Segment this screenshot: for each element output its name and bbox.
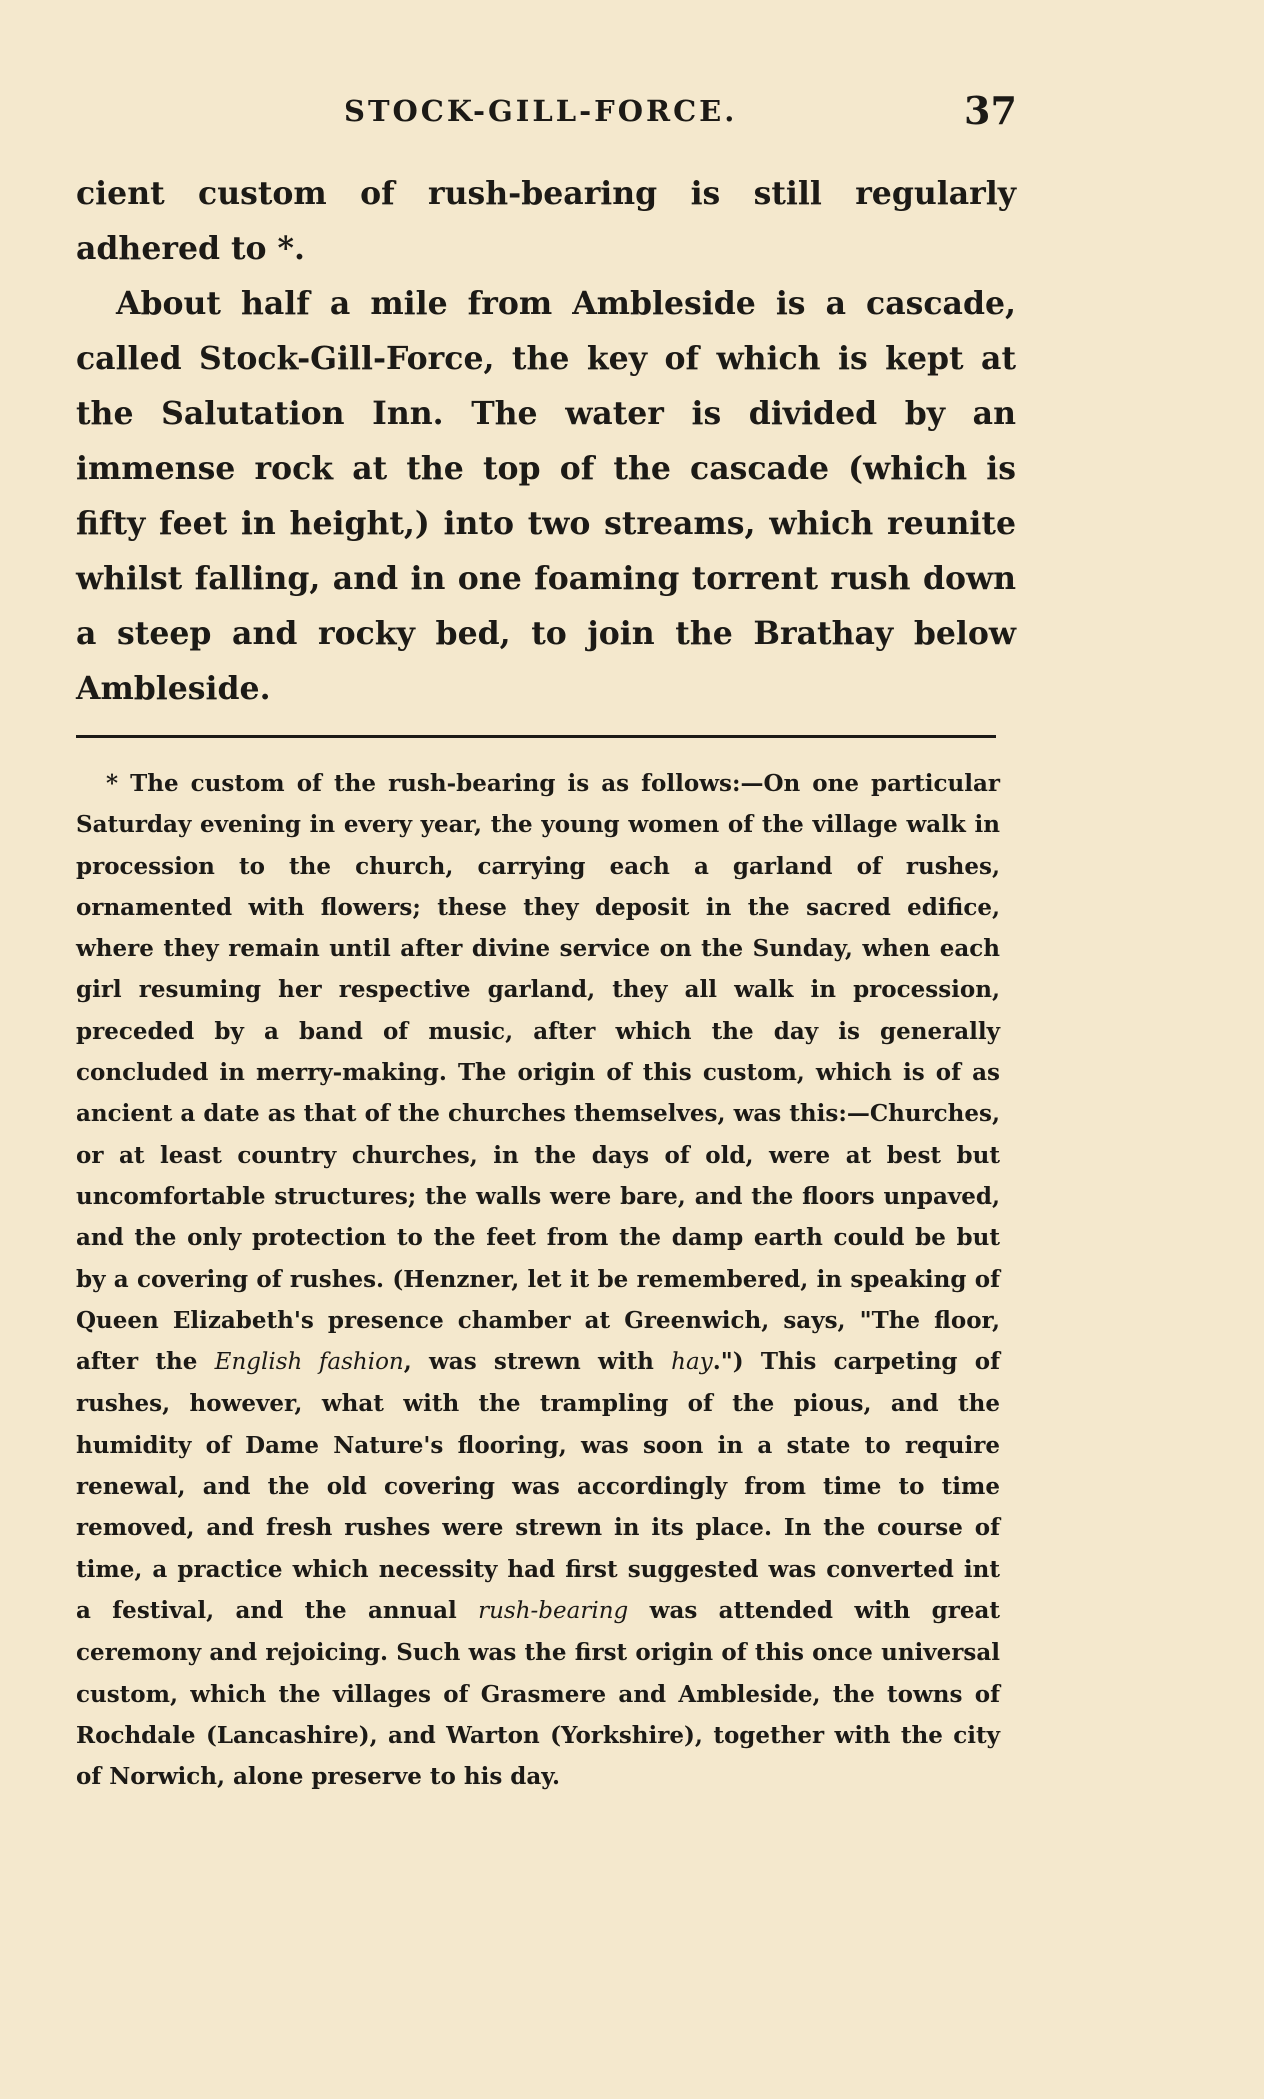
footnote-text [76,763,1000,1797]
footnote [76,763,1000,1797]
running-title: STOCK-GILL-FORCE. [344,94,738,128]
footnote-italic-rush-bearing: rush-bearing [478,1597,629,1624]
footnote-italic-english-fashion: English fashion [214,1349,404,1376]
footnote-segment-1: The custom of the rush-bearing is as follows:—On one particular Saturday evening in every year, the young women of the village walk in procession to the church, carrying each a garland of rushes, ornamented with flowers; these they deposit in the sacred edifice, where they remain until after divine service on the Sunday, when each girl resuming her respective garland, they all walk in procession, preceded by a band of music, after which the day is generally concluded in merry-making. The origin of this custom, which is of as ancient a date as that of the churches themselves, was this:—Churches, or at least country churches, in the days of old, were at best but uncomfortable structures; the walls were bare, and the floors unpaved, and the only protection to the feet from the damp earth could be but by a covering of rushes. (Henzner, let it be remembered, in speaking of Queen Elizabeth's presence chamber at Greenwich, says, "The floor, after the [76,770,1000,1376]
page-number: 37 [964,88,1017,133]
footnote-segment-2: , was strewn with [403,1348,672,1376]
footnote-mark: * [106,770,119,797]
main-text [76,166,1016,716]
footnote-rule [76,735,996,738]
paragraph-stock-gill-force: About half a mile from Ambleside is a cascade, called Stock-Gill-Force, the key of which is kept at the Salutation Inn. The water is divided by an immense rock at the top of the cascade (which is fifty feet in height,) into two streams, which reunite whilst falling, and in one foaming torrent rush down a steep and rocky bed, to join the Brathay below Ambleside. [76,285,1016,707]
paragraph-continued: cient custom of rush-bearing is still regularly adhered to *. [76,175,1016,267]
footnote-segment-4: was attended with great ceremony and rejoicing. Such was the first origin of this once universal custom, which the villages of Grasmere and Ambleside, the towns of Rochdale (Lancashire), and Warton (Yorkshire), together with the city of Norwich, alone preserve to his day. [76,1596,1001,1791]
running-header [0,88,1264,138]
footnote-italic-hay: hay [671,1349,713,1376]
footnote-segment-3: .") This carpeting of rushes, however, what with the trampling of the pious, and the humidity of Dame Nature's flooring, was soon in a state to require renewal, and the old covering was accordingly from time to time removed, and fresh rushes were strewn in its place. In the course of time, a practice which necessity had first suggested was converted int a festival, and the annual [76,1348,1001,1624]
